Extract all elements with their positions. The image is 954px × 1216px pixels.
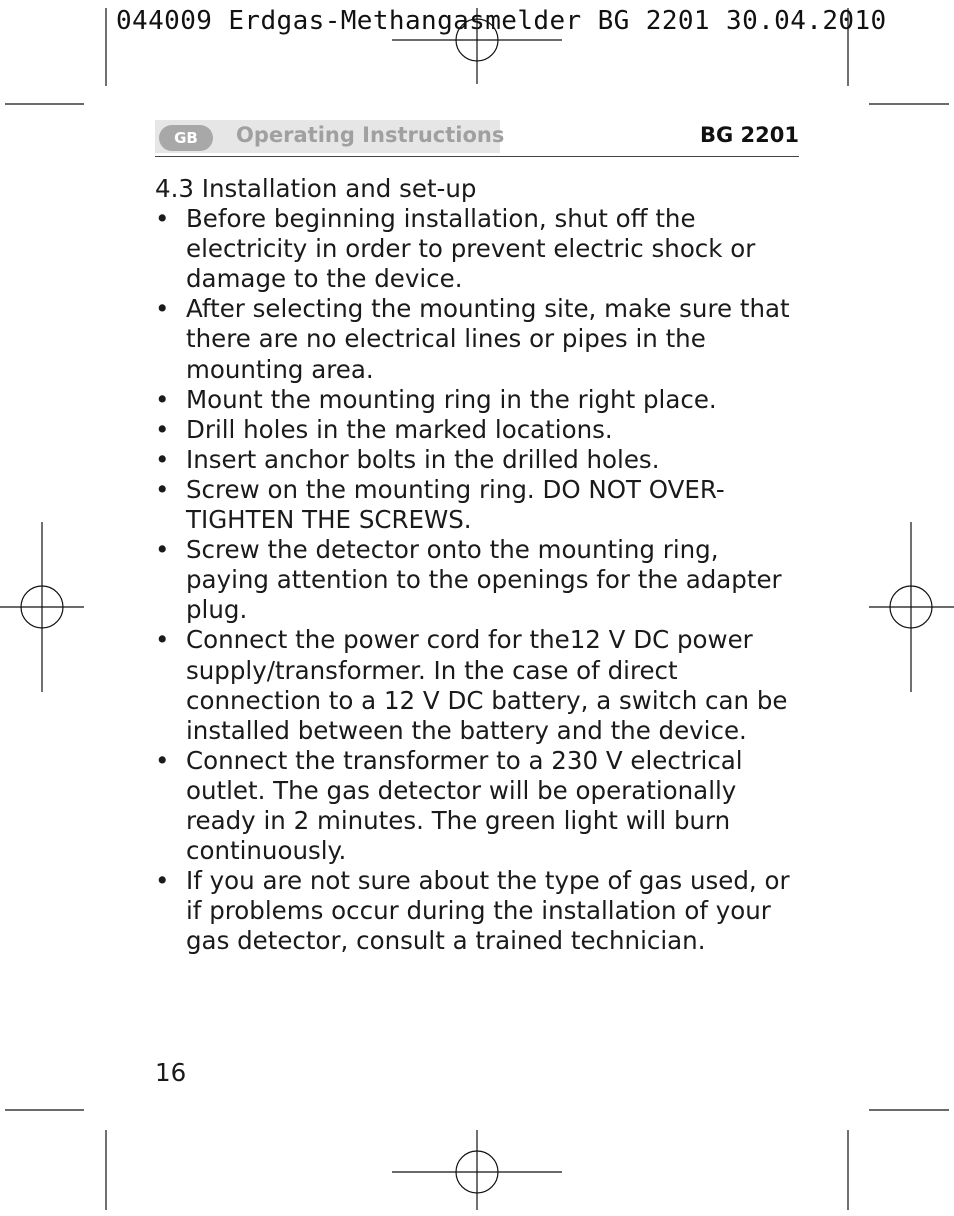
- step-text: Connect the transformer to a 230 V electrical outlet. The gas detector will be operationally ready in 2 minutes. The green light will burn continuously.: [186, 745, 743, 866]
- list-item: [155, 294, 805, 384]
- list-item: [155, 415, 805, 445]
- bullet-icon: •: [155, 625, 170, 655]
- list-item: [155, 445, 805, 475]
- language-badge: GB: [159, 125, 213, 151]
- bullet-icon: •: [155, 745, 170, 775]
- installation-steps: [155, 204, 805, 956]
- list-item: [155, 746, 805, 866]
- step-text: Mount the mounting ring in the right place.: [186, 384, 717, 414]
- list-item: [155, 535, 805, 625]
- step-text: Insert anchor bolts in the drilled holes.: [186, 444, 660, 474]
- section-title: 4.3 Installation and set-up: [155, 174, 477, 203]
- step-text: After selecting the mounting site, make sure that there are no electrical lines or pipes in the mounting area.: [186, 294, 790, 384]
- bullet-icon: •: [155, 414, 170, 444]
- bullet-icon: •: [155, 535, 170, 565]
- page-header: [155, 118, 799, 157]
- step-text: If you are not sure about the type of gas used, or if problems occur during the installation of your gas detector, consult a trained technician.: [186, 866, 790, 956]
- page-number: 16: [155, 1058, 187, 1087]
- list-item: [155, 625, 805, 745]
- bullet-icon: •: [155, 866, 170, 896]
- bullet-icon: •: [155, 294, 170, 324]
- section-installation: [155, 174, 805, 956]
- header-title: Operating Instructions: [236, 123, 505, 147]
- step-text: Before beginning installation, shut off the electricity in order to prevent electric shock or damage to the device.: [186, 204, 756, 294]
- bullet-icon: •: [155, 444, 170, 474]
- list-item: [155, 866, 805, 956]
- header-model: BG 2201: [699, 123, 799, 147]
- bullet-icon: •: [155, 474, 170, 504]
- step-text: Screw on the mounting ring. DO NOT OVER-TIGHTEN THE SCREWS.: [186, 474, 725, 535]
- list-item: [155, 204, 805, 294]
- print-slug: 044009 Erdgas-Methangasmelder BG 2201 30.04.2010: [116, 6, 887, 36]
- step-text: Connect the power cord for the12 V DC power supply/transformer. In the case of direct connection to a 12 V DC battery, a switch can be installed between the battery and the device.: [186, 625, 788, 745]
- step-text: Drill holes in the marked locations.: [186, 414, 613, 444]
- bullet-icon: •: [155, 384, 170, 414]
- list-item: [155, 475, 805, 535]
- list-item: [155, 385, 805, 415]
- bullet-icon: •: [155, 204, 170, 234]
- step-text: Screw the detector onto the mounting ring, paying attention to the openings for the adapter plug.: [186, 535, 782, 625]
